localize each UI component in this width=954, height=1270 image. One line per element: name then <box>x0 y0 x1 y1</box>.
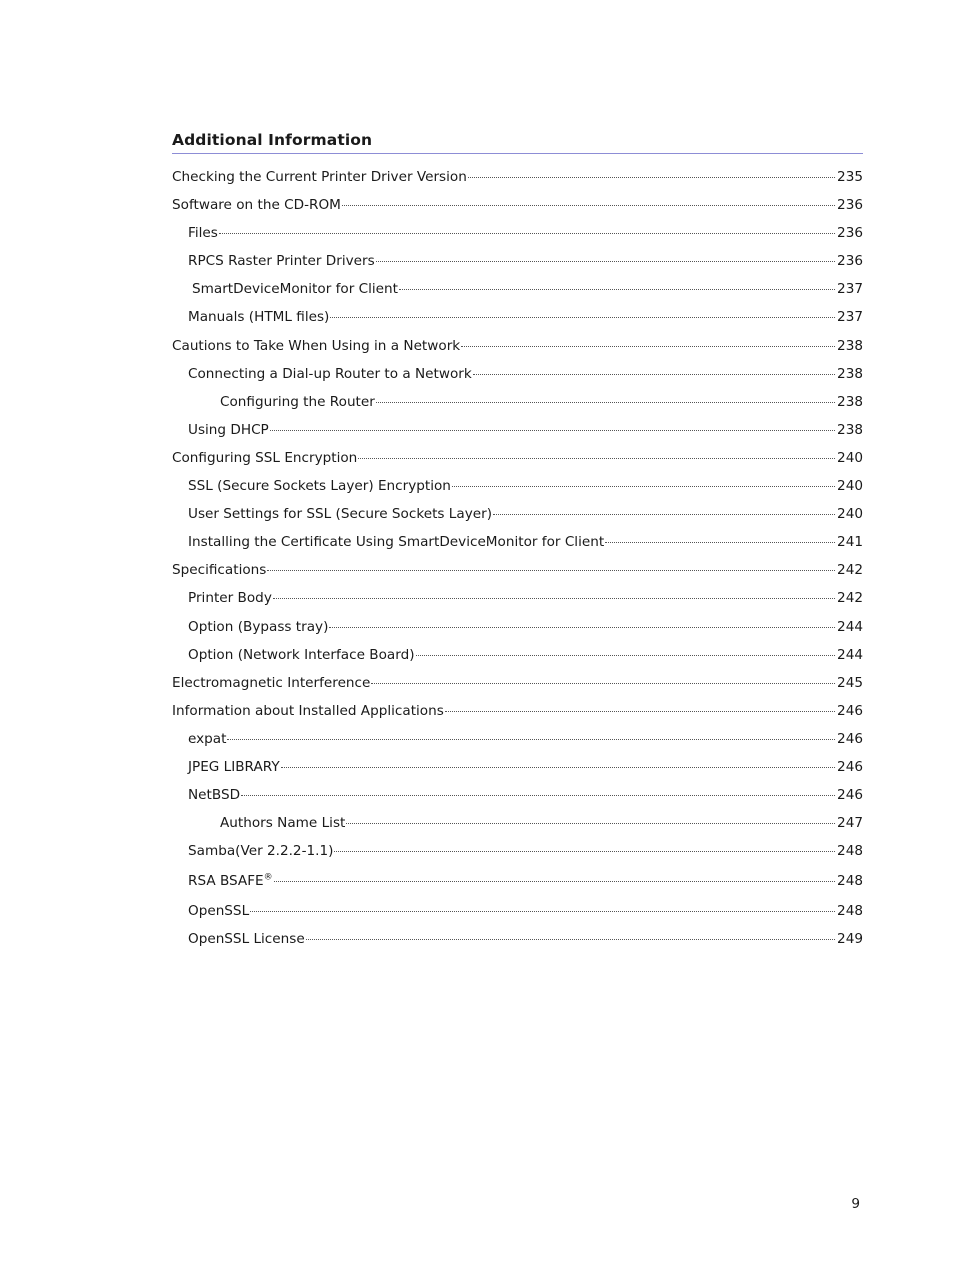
toc-entry[interactable] <box>172 613 863 641</box>
toc-entry-page: 242 <box>837 590 863 607</box>
toc-entry[interactable] <box>172 472 863 500</box>
toc-entry-page: 235 <box>837 169 863 185</box>
toc-entry[interactable] <box>172 556 863 584</box>
dot-leader <box>330 316 835 318</box>
toc-entry[interactable] <box>172 837 863 865</box>
toc-entry-page: 238 <box>837 421 863 438</box>
toc-entry-title <box>172 669 370 697</box>
toc-entry-title <box>188 781 240 809</box>
toc-entry[interactable] <box>172 163 863 191</box>
toc-entry-title <box>172 556 266 584</box>
dot-leader <box>270 429 835 431</box>
toc-entry-page: 244 <box>837 618 863 635</box>
toc-entry[interactable] <box>172 219 863 247</box>
toc-entry-title <box>188 641 415 669</box>
toc-entry-title-text: Specifications <box>172 562 267 579</box>
toc-entry-title-text: Manuals (HTML files) <box>188 309 330 326</box>
toc-entry-page: 246 <box>837 730 863 747</box>
dot-leader <box>493 513 835 515</box>
toc-entry-title <box>188 753 280 781</box>
toc-entry-page: 236 <box>837 225 863 242</box>
toc-entry-page: 236 <box>837 197 863 214</box>
toc-entry-title-text: RSA BSAFE <box>188 873 264 890</box>
toc-entry-page: 237 <box>837 309 863 326</box>
toc-entry[interactable] <box>172 416 863 444</box>
toc-entry[interactable] <box>172 332 863 360</box>
dot-leader <box>376 260 835 262</box>
toc-entry-title-text: Cautions to Take When Using in a Network <box>172 337 461 354</box>
toc-entry-page: 248 <box>837 873 863 890</box>
dot-leader <box>241 794 835 796</box>
toc-entry-title-text: Configuring the Router <box>220 393 375 410</box>
toc-entry[interactable] <box>172 925 863 953</box>
toc-entry[interactable] <box>172 697 863 725</box>
dot-leader <box>267 569 835 571</box>
toc-entry-title-text: Information about Installed Applications <box>172 702 444 719</box>
toc-entry-title <box>188 472 451 500</box>
dot-leader <box>329 626 835 628</box>
registered-mark: ® <box>263 872 273 883</box>
dot-leader <box>274 880 835 882</box>
dot-leader <box>605 541 835 543</box>
toc-entry-page: 237 <box>837 281 863 298</box>
toc-entry-title-text: Configuring SSL Encryption <box>172 449 358 466</box>
toc-entry-page: 240 <box>837 506 863 523</box>
dot-leader <box>473 373 835 375</box>
toc-entry-title-text: Installing the Certificate Using SmartDeviceMonitor for Client <box>188 534 605 551</box>
toc-entry[interactable] <box>172 275 863 303</box>
toc-entry-title-text: Software on the CD-ROM <box>172 197 341 214</box>
toc-entry-page: 249 <box>837 931 863 948</box>
toc-entry-title-text: RPCS Raster Printer Drivers <box>188 253 375 270</box>
toc-entry-title <box>188 925 305 953</box>
toc-entry[interactable] <box>172 584 863 612</box>
toc-entry-page: 238 <box>837 393 863 410</box>
toc-entry-title <box>188 725 226 753</box>
toc-entry-title-text: expat <box>188 730 227 747</box>
toc-entry-title-text: NetBSD <box>188 787 241 804</box>
toc-entry-title-text: Printer Body <box>188 590 272 607</box>
toc-entry-title-text: Option (Network Interface Board) <box>188 646 415 663</box>
toc-entry-title-text: User Settings for SSL (Secure Sockets Layer) <box>188 506 493 523</box>
toc-entry-title <box>172 332 460 360</box>
dot-leader <box>306 938 835 940</box>
dot-leader <box>281 766 835 768</box>
toc-entry-page: 238 <box>837 337 863 354</box>
toc-entry-title <box>188 360 472 388</box>
toc-entry-title <box>188 416 269 444</box>
toc-entry-page: 246 <box>837 702 863 719</box>
toc-entry-title <box>188 865 273 897</box>
toc-entry-title <box>220 809 345 837</box>
toc-entry-title <box>188 303 329 331</box>
toc-entry[interactable] <box>172 809 863 837</box>
toc-entry[interactable] <box>172 641 863 669</box>
toc-entry-title-text: Samba(Ver 2.2.2-1.1) <box>188 843 334 860</box>
dot-leader <box>468 176 835 178</box>
toc-entry-title <box>188 247 375 275</box>
dot-leader <box>334 850 835 852</box>
toc-entry[interactable] <box>172 191 863 219</box>
toc-entry-title-text: SmartDeviceMonitor for Client <box>192 281 398 298</box>
toc-entry-title <box>172 697 444 725</box>
toc-entry-page: 238 <box>837 365 863 382</box>
toc-entry-title-text: Using DHCP <box>188 421 269 438</box>
toc-entry-title-text: Connecting a Dial-up Router to a Network <box>188 365 472 382</box>
toc-entry-title <box>188 219 218 247</box>
toc-entry-page: 246 <box>837 758 863 775</box>
toc-entry-page: 244 <box>837 646 863 663</box>
dot-leader <box>416 654 836 656</box>
dot-leader <box>376 401 835 403</box>
dot-leader <box>273 597 835 599</box>
table-of-contents <box>172 163 863 954</box>
toc-entry-page: 248 <box>837 903 863 920</box>
dot-leader <box>358 457 835 459</box>
toc-entry-title <box>188 837 333 865</box>
toc-entry-title-text: OpenSSL <box>188 903 250 920</box>
toc-entry-title <box>188 613 328 641</box>
toc-entry-title-text: Option (Bypass tray) <box>188 618 329 635</box>
toc-entry-title-text: SSL (Secure Sockets Layer) Encryption <box>188 478 451 495</box>
dot-leader <box>399 288 835 290</box>
toc-entry-title <box>220 388 375 416</box>
toc-entry-page: 242 <box>837 562 863 579</box>
toc-entry[interactable] <box>172 360 863 388</box>
toc-entry-page: 240 <box>837 449 863 466</box>
toc-entry-page: 236 <box>837 253 863 270</box>
toc-entry[interactable] <box>172 865 863 897</box>
toc-entry-page: 240 <box>837 478 863 495</box>
dot-leader <box>250 910 835 912</box>
toc-entry-page: 246 <box>837 787 863 804</box>
toc-entry[interactable] <box>172 781 863 809</box>
toc-entry-title-text: Files <box>188 225 218 242</box>
toc-entry-page: 247 <box>837 815 863 832</box>
dot-leader <box>346 822 835 824</box>
toc-entry-title <box>188 584 272 612</box>
page-number: 9 <box>851 1196 860 1212</box>
toc-entry-title <box>188 897 249 925</box>
toc-entry-title-text: JPEG LIBRARY <box>188 758 280 775</box>
dot-leader <box>461 345 835 347</box>
toc-entry[interactable] <box>172 897 863 925</box>
toc-entry[interactable] <box>172 388 863 416</box>
toc-entry[interactable] <box>172 444 863 472</box>
dot-leader <box>219 232 835 234</box>
section-heading: Additional Information <box>172 131 863 154</box>
toc-entry[interactable] <box>172 753 863 781</box>
dot-leader <box>452 485 835 487</box>
toc-entry[interactable] <box>172 500 863 528</box>
dot-leader <box>371 682 835 684</box>
toc-entry-title <box>172 444 357 472</box>
dot-leader <box>342 204 835 206</box>
toc-entry-page: 245 <box>837 674 863 691</box>
toc-entry-title <box>172 163 467 191</box>
toc-entry[interactable] <box>172 669 863 697</box>
toc-entry-title <box>188 500 492 528</box>
toc-entry[interactable] <box>172 247 863 275</box>
toc-entry-title <box>192 275 398 303</box>
toc-entry-title-text: OpenSSL License <box>188 931 305 948</box>
toc-entry-title <box>188 528 604 556</box>
toc-entry[interactable] <box>172 528 863 556</box>
dot-leader <box>445 710 835 712</box>
toc-entry[interactable] <box>172 303 863 331</box>
toc-entry-title-text: Electromagnetic Interference <box>172 674 371 691</box>
toc-entry-title-text: Authors Name List <box>220 815 346 832</box>
toc-entry-page: 241 <box>837 534 863 551</box>
toc-entry[interactable] <box>172 725 863 753</box>
dot-leader <box>227 738 835 740</box>
toc-entry-title-text: Checking the Current Printer Driver Version <box>172 169 467 185</box>
toc-entry-page: 248 <box>837 843 863 860</box>
toc-entry-title <box>172 191 341 219</box>
